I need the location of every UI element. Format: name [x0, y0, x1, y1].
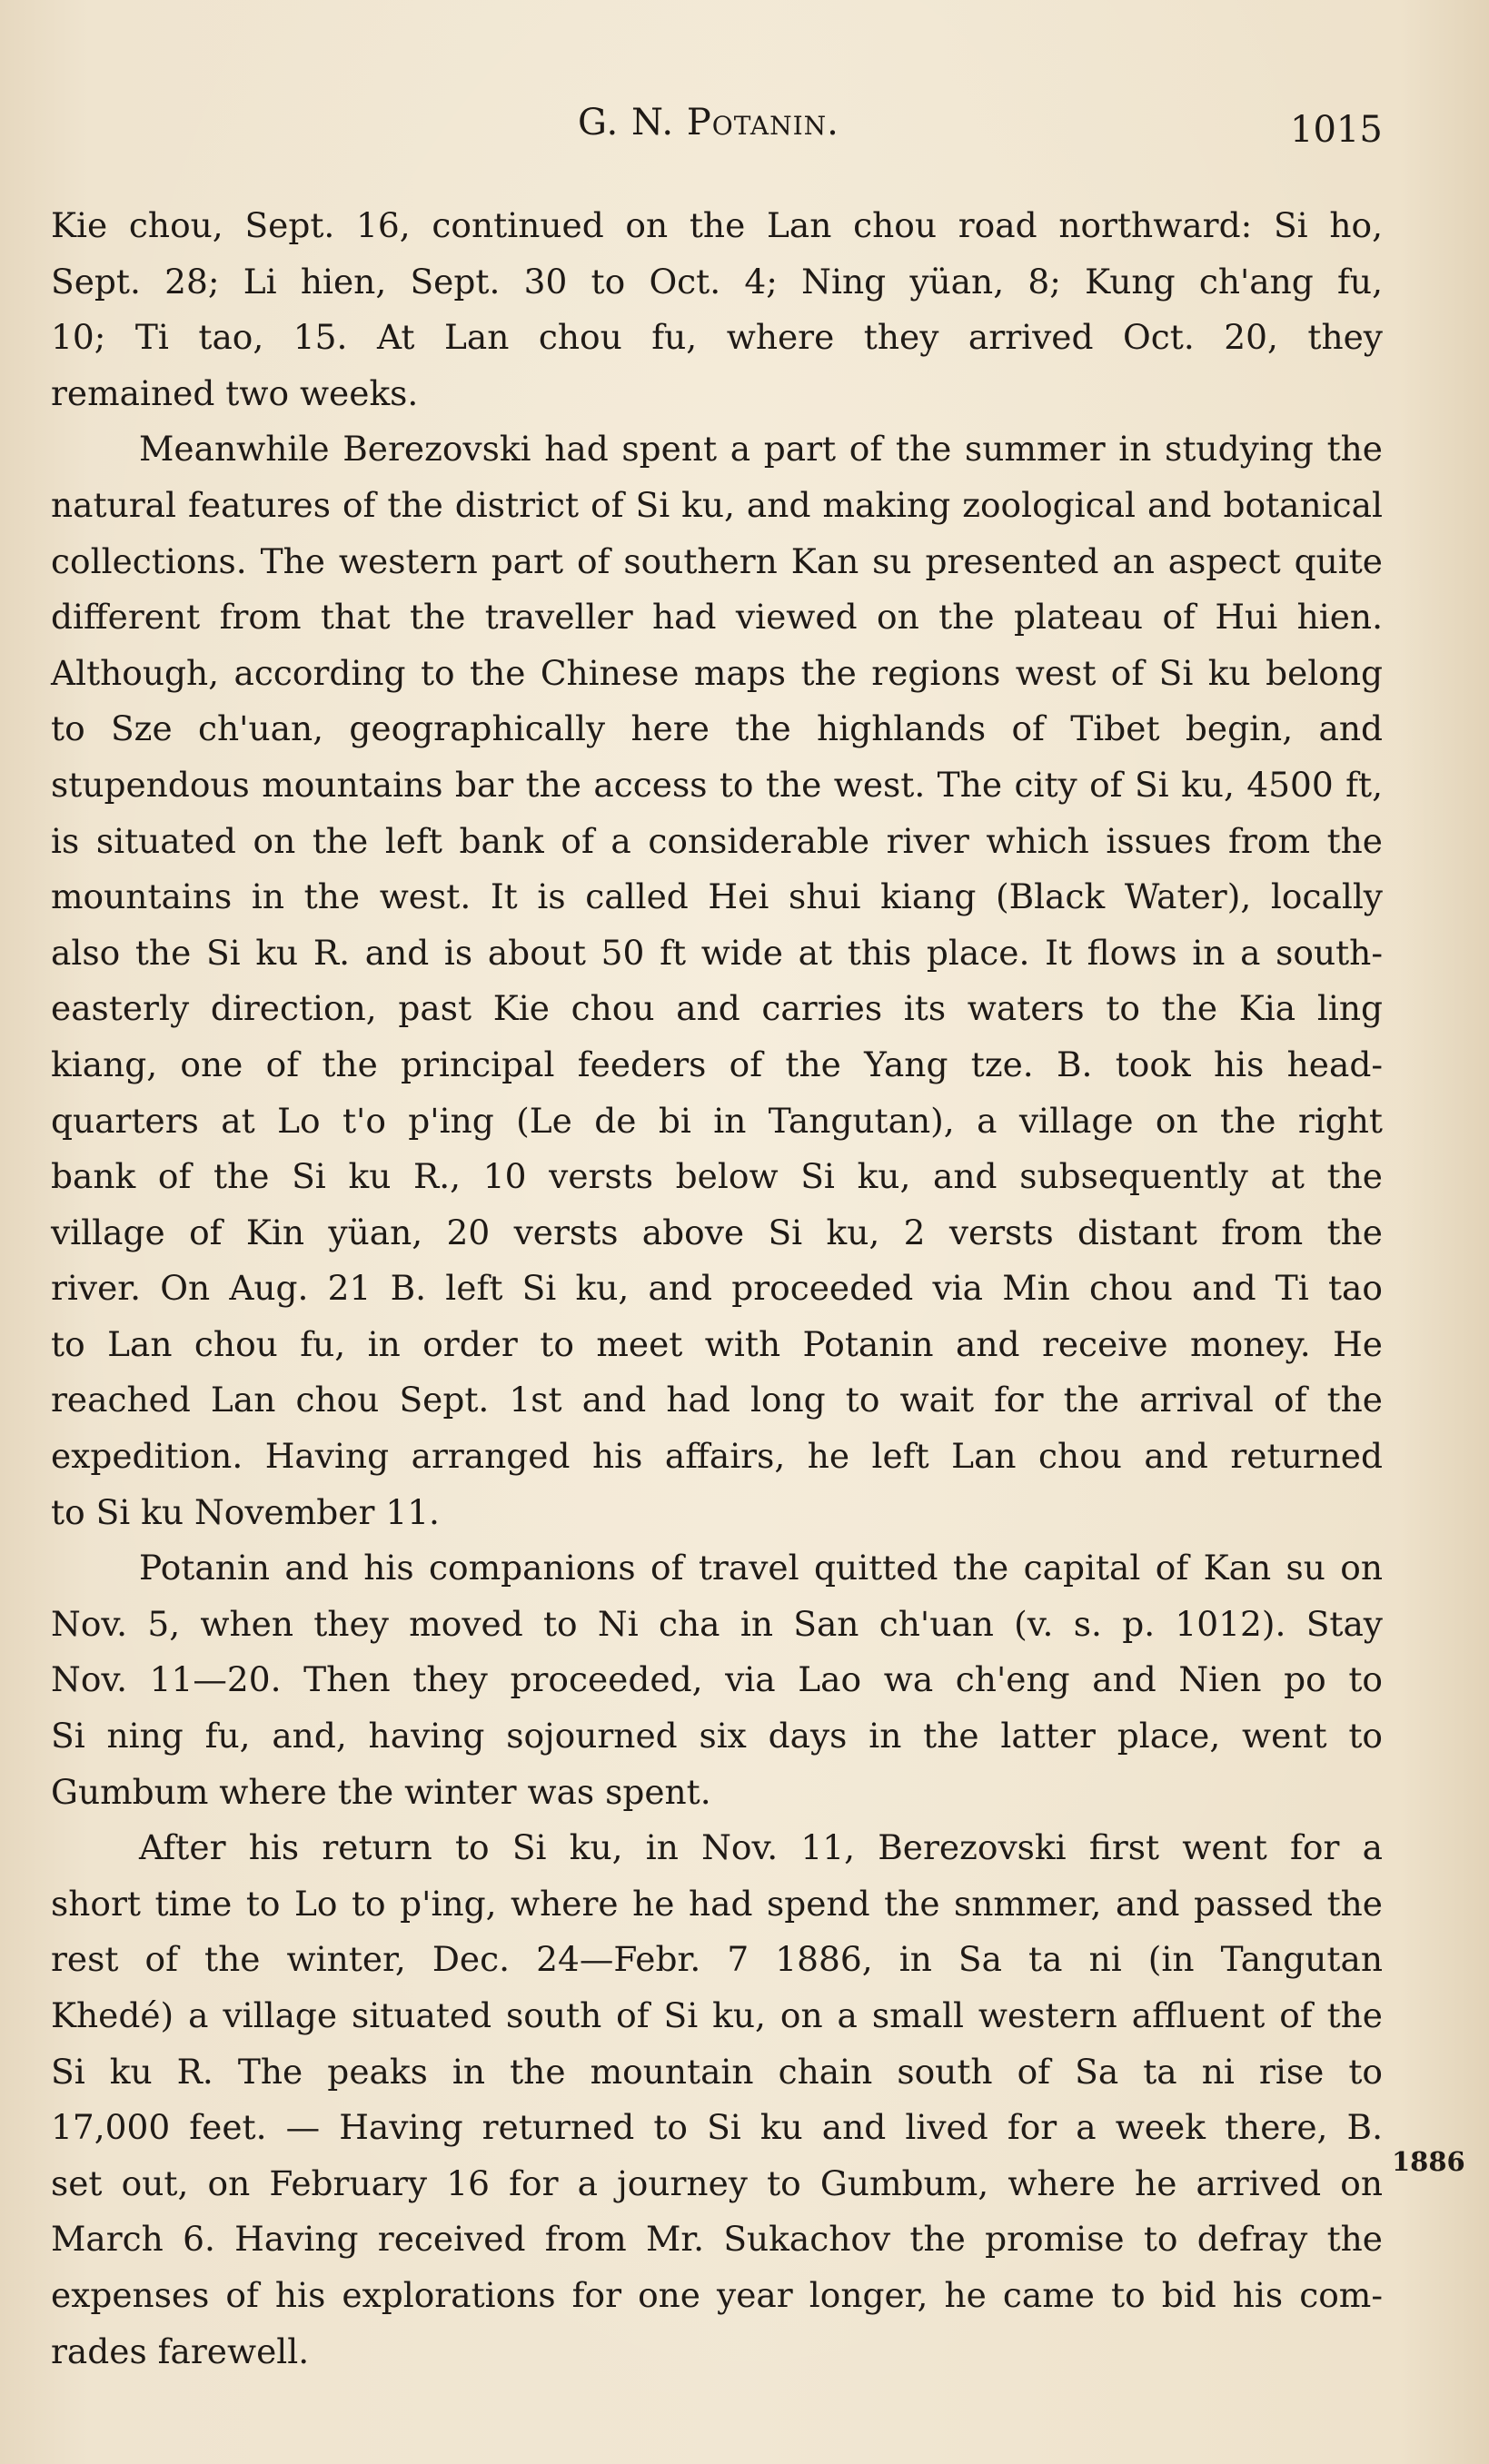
text-line: mountains in the west. It is called Hei shui kiang (Black Water), locally [51, 876, 1383, 917]
text-line: After his return to Si ku, in Nov. 11, Berezovski first went for a [139, 1827, 1383, 1868]
paragraph [51, 198, 1383, 421]
text-line: March 6. Having received from Mr. Sukachov the promise to defray the [51, 2219, 1383, 2260]
text-line: Nov. 5, when they moved to Ni cha in San ch'uan (v. s. p. 1012). Stay [51, 1603, 1383, 1644]
text-line: Potanin and his companions of travel quitted the capital of Kan su on [139, 1548, 1383, 1588]
text-line: rades farewell. [51, 2330, 310, 2371]
page-number: 1015 [1290, 109, 1383, 151]
body-text [51, 198, 1383, 2380]
text-line: Sept. 28; Li hien, Sept. 30 to Oct. 4; Ning yüan, 8; Kung ch'ang fu, [51, 261, 1383, 302]
paragraph [51, 1820, 1383, 2380]
text-line: remained two weeks. [51, 372, 419, 413]
margin-year-note: 1886 [1392, 2146, 1465, 2177]
text-line: river. On Aug. 21 B. left Si ku, and proceeded via Min chou and Ti tao [51, 1268, 1383, 1309]
text-line: stupendous mountains bar the access to the west. The city of Si ku, 4500 ft, [51, 764, 1383, 805]
text-line: short time to Lo to p'ing, where he had spend the snmmer, and passed the [51, 1883, 1383, 1924]
text-line: to Si ku November 11. [51, 1491, 440, 1532]
text-line: Si ning fu, and, having sojourned six days in the latter place, went to [51, 1716, 1383, 1756]
text-line: reached Lan chou Sept. 1st and had long to wait for the arrival of the [51, 1380, 1383, 1420]
text-line: Although, according to the Chinese maps the regions west of Si ku belong [51, 652, 1383, 693]
text-line: expedition. Having arranged his affairs, he left Lan chou and returned [51, 1436, 1383, 1477]
text-line: also the Si ku R. and is about 50 ft wide at this place. It flows in a south- [51, 932, 1383, 973]
text-line: Nov. 11—20. Then they proceeded, via Lao wa ch'eng and Nien po to [51, 1659, 1383, 1700]
text-line: expenses of his explorations for one year longer, he came to bid his com- [51, 2274, 1383, 2315]
text-line: easterly direction, past Kie chou and carries its waters to the Kia ling [51, 988, 1383, 1029]
text-line: Si ku R. The peaks in the mountain chain south of Sa ta ni rise to [51, 2051, 1383, 2092]
text-line: kiang, one of the principal feeders of the Yang tze. B. took his head- [51, 1044, 1383, 1084]
text-line: collections. The western part of southern Kan su presented an aspect quite [51, 540, 1383, 581]
text-line: set out, on February 16 for a journey to Gumbum, where he arrived on [51, 2162, 1383, 2203]
text-line: natural features of the district of Si ku, and making zoological and botanical [51, 484, 1383, 525]
text-line: to Lan chou fu, in order to meet with Potanin and receive money. He [51, 1323, 1383, 1364]
author-header: G. N. Potanin. [578, 102, 839, 143]
text-line: bank of the Si ku R., 10 versts below Si ku, and subsequently at the [51, 1156, 1383, 1197]
text-line: 17,000 feet. — Having returned to Si ku and lived for a week there, B. [51, 2107, 1383, 2148]
running-head [578, 102, 839, 143]
text-line: to Sze ch'uan, geographically here the highlands of Tibet begin, and [51, 708, 1383, 749]
text-line: Kie chou, Sept. 16, continued on the Lan chou road northward: Si ho, [51, 205, 1383, 245]
text-line: Gumbum where the winter was spent. [51, 1771, 711, 1812]
text-line: village of Kin yüan, 20 versts above Si ku, 2 versts distant from the [51, 1212, 1383, 1252]
text-line: different from that the traveller had viewed on the plateau of Hui hien. [51, 597, 1383, 638]
text-line: rest of the winter, Dec. 24—Febr. 7 1886, in Sa ta ni (in Tangutan [51, 1939, 1383, 1980]
text-line: Khedé) a village situated south of Si ku, on a small western affluent of the [51, 1995, 1383, 2035]
text-line: 10; Ti tao, 15. At Lan chou fu, where they arrived Oct. 20, they [51, 317, 1383, 358]
text-line: is situated on the left bank of a considerable river which issues from the [51, 820, 1383, 861]
paragraph [51, 1540, 1383, 1820]
paragraph [51, 421, 1383, 1540]
text-line: Meanwhile Berezovski had spent a part of the summer in studying the [139, 429, 1383, 470]
text-line: quarters at Lo t'o p'ing (Le de bi in Tangutan), a village on the right [51, 1100, 1383, 1141]
